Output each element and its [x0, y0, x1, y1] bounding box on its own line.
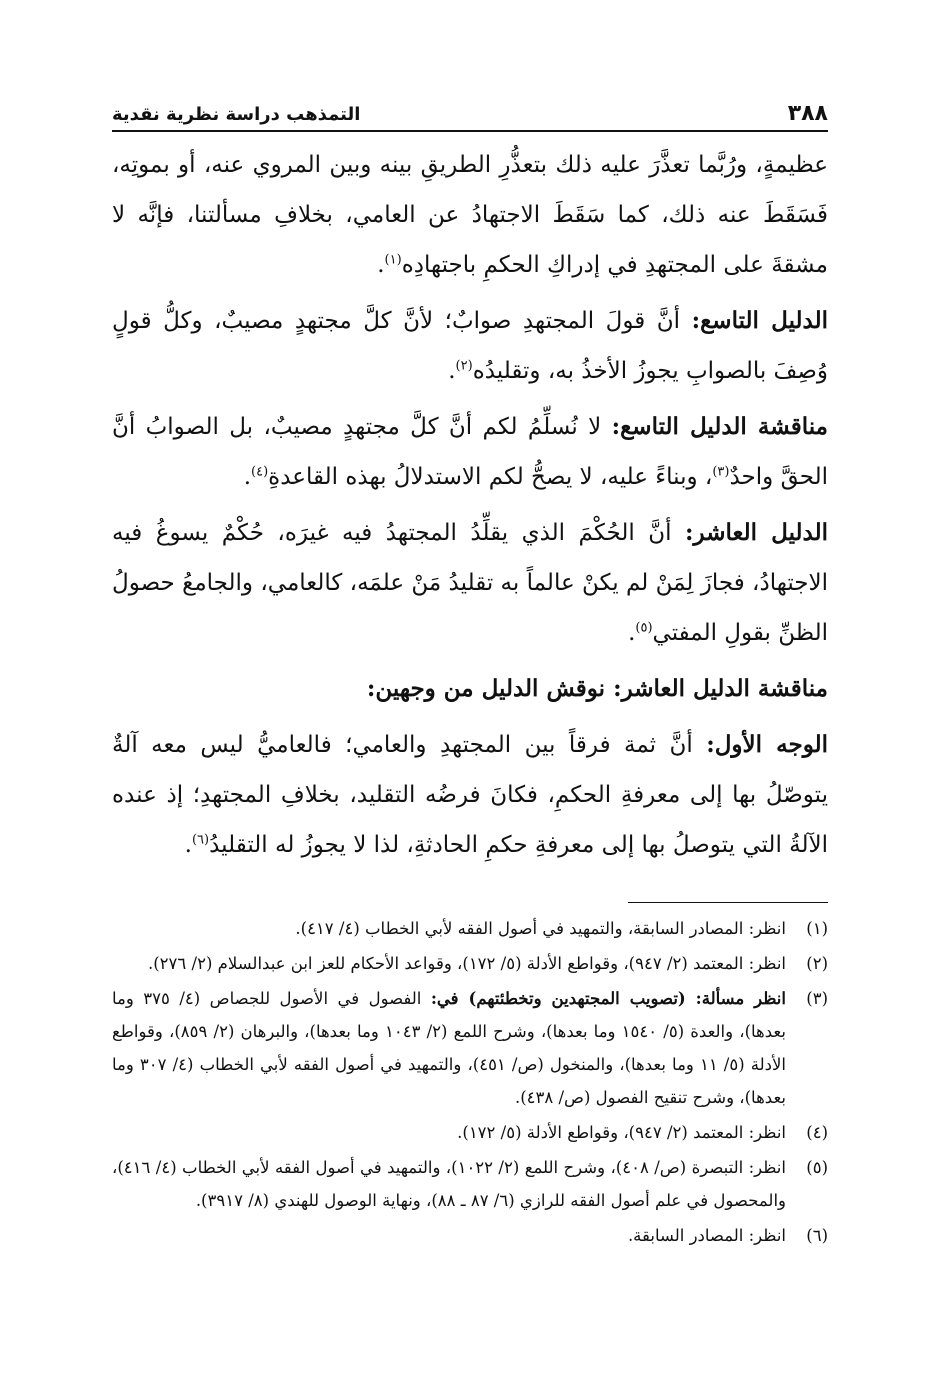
footnote-ref[interactable]: (١): [384, 252, 402, 268]
paragraph-5: [112, 664, 828, 714]
footnote-number: (٥): [806, 1158, 828, 1177]
footnote-ref[interactable]: (٣): [712, 464, 730, 480]
running-title: التمذهب دراسة نظرية نقدية: [112, 104, 361, 125]
paragraph-3: [112, 402, 828, 502]
main-text: [112, 140, 828, 876]
page-header: [112, 92, 828, 132]
heading-ninth-discussion: مناقشة الدليل التاسع:: [611, 413, 828, 440]
paragraph-text: عظيمةٍ، ورُبَّما تعذَّرَ عليه ذلك بتعذُّرِ الطريقِ بينه وبين المروي عنه، أو بموتِه، فَسَقَطَ عنه ذلك، كما سَقَطَ الاجتهادُ عن العامي، بخلافِ مسألتنا، فإنَّه لا مشقةَ على المجتهدِ في إدراكِ الحكمِ باجتهادِه: [112, 152, 828, 278]
heading-first-aspect: الوجه الأول:: [706, 731, 829, 758]
footnote-number: (١): [806, 919, 828, 938]
period: .: [628, 620, 636, 646]
footnote-4: [112, 1116, 828, 1149]
heading-tenth-discussion: مناقشة الدليل العاشر:: [613, 675, 828, 702]
paragraph-1: [112, 140, 828, 290]
paragraph-2: [112, 296, 828, 396]
footnote-ref[interactable]: (٥): [635, 620, 653, 636]
footnote-number: (٣): [806, 989, 828, 1008]
period: .: [243, 464, 251, 490]
footnote-6: [112, 1219, 828, 1252]
paragraph-4: [112, 508, 828, 658]
heading-tenth-evidence: الدليل العاشر:: [685, 519, 828, 546]
footnote-number: (٢): [806, 954, 828, 973]
paragraph-6: [112, 720, 828, 870]
heading-ninth-evidence: الدليل التاسع:: [691, 307, 828, 334]
footnote-text: انظر: المصادر السابقة، والتمهيد في أصول الفقه لأبي الخطاب (٤/ ٤١٧).: [295, 919, 786, 938]
footnote-ref[interactable]: (٢): [455, 358, 473, 374]
period: .: [184, 832, 192, 858]
paragraph-text: أنَّ قولَ المجتهدِ صوابٌ؛ لأنَّ كلَّ مجتهدٍ مصيبٌ، وكلُّ قولٍ وُصِفَ بالصوابِ يجوزُ الأخذُ به، وتقليدُه: [112, 308, 828, 384]
footnote-text: الفصول في الأصول للجصاص (٤/ ٣٧٥ وما بعدها)، والعدة (٥/ ١٥٤٠ وما بعدها)، وشرح اللمع (٢/ ١٠٤٣ وما بعدها)، والبرهان (٢/ ٨٥٩)، وقواطع الأدلة (٥/ ١١ وما بعدها)، والمنخول (ص/ ٤٥١)، والتمهيد في أصول الفقه لأبي الخطاب (٤/ ٣٠٧ وما بعدها)، وشرح تنقيح الفصول (ص/ ٤٣٨).: [112, 989, 786, 1107]
paragraph-text: أنَّ الحُكْمَ الذي يقلِّدُ المجتهدُ فيه غيرَه، حُكْمٌ يسوغُ فيه الاجتهادُ، فجازَ لِمَنْ لم يكنْ عالماً به تقليدُ مَنْ علمَه، كالعامي، والجامعُ حصولُ الظنِّ بقولِ المفتي: [112, 520, 828, 646]
footnote-3: [112, 982, 828, 1114]
footnote-text: انظر: التبصرة (ص/ ٤٠٨)، وشرح اللمع (٢/ ١٠٢٢)، والتمهيد في أصول الفقه لأبي الخطاب (٤/ ٤١٦)، والمحصول في علم أصول الفقه للرازي (٦/ ٨٧ ـ ٨٨)، ونهاية الوصول للهندي (٨/ ٣٩١٧).: [112, 1158, 786, 1210]
footnote-1: [112, 912, 828, 945]
footnote-text: انظر: المصادر السابقة.: [627, 1226, 786, 1245]
footnote-ref[interactable]: (٦): [191, 832, 210, 848]
period: .: [448, 358, 456, 384]
paragraph-text: نوقش الدليل من وجهين:: [366, 675, 614, 702]
paragraph-text: ، وبناءً عليه، لا يصحُّ لكم الاستدلالُ بهذه القاعدةِ: [268, 464, 713, 490]
footnote-separator: [628, 902, 828, 903]
footnote-body: [112, 982, 786, 1114]
footnote-5: [112, 1151, 828, 1217]
footnotes: [112, 912, 828, 1254]
page-number: ٣٨٨: [787, 101, 828, 126]
footnote-ref[interactable]: (٤): [251, 464, 269, 480]
period: .: [377, 252, 385, 278]
paragraph-text: أنَّ ثمة فرقاً بين المجتهدِ والعامي؛ فالعاميُّ ليس معه آلةٌ يتوصّلُ بها إلى معرفةِ الحكمِ، فكانَ فرضُه التقليد، بخلافِ المجتهدِ؛ إذ عنده الآلةُ التي يتوصلُ بها إلى معرفةِ حكمِ الحادثةِ، لذا لا يجوزُ له التقليدُ: [112, 732, 828, 858]
footnote-text: انظر: المعتمد (٢/ ٩٤٧)، وقواطع الأدلة (٥/ ١٧٢)، وقواعد الأحكام للعز ابن عبدالسلام (٢/ ٢٧٦).: [147, 954, 786, 973]
paragraph-text: لا نُسلِّمُ لكم أنَّ كلَّ مجتهدٍ مصيبٌ، بل الصوابُ أنَّ الحقَّ واحدٌ: [112, 414, 828, 490]
footnote-number: (٤): [806, 1123, 828, 1142]
footnote-bold-lead: انظر مسألة: (تصويب المجتهدين وتخطئتهم) في:: [430, 989, 786, 1008]
footnote-text: انظر: المعتمد (٢/ ٩٤٧)، وقواطع الأدلة (٥/ ١٧٢).: [457, 1123, 786, 1142]
footnote-number: (٦): [806, 1226, 828, 1245]
footnote-2: [112, 947, 828, 980]
